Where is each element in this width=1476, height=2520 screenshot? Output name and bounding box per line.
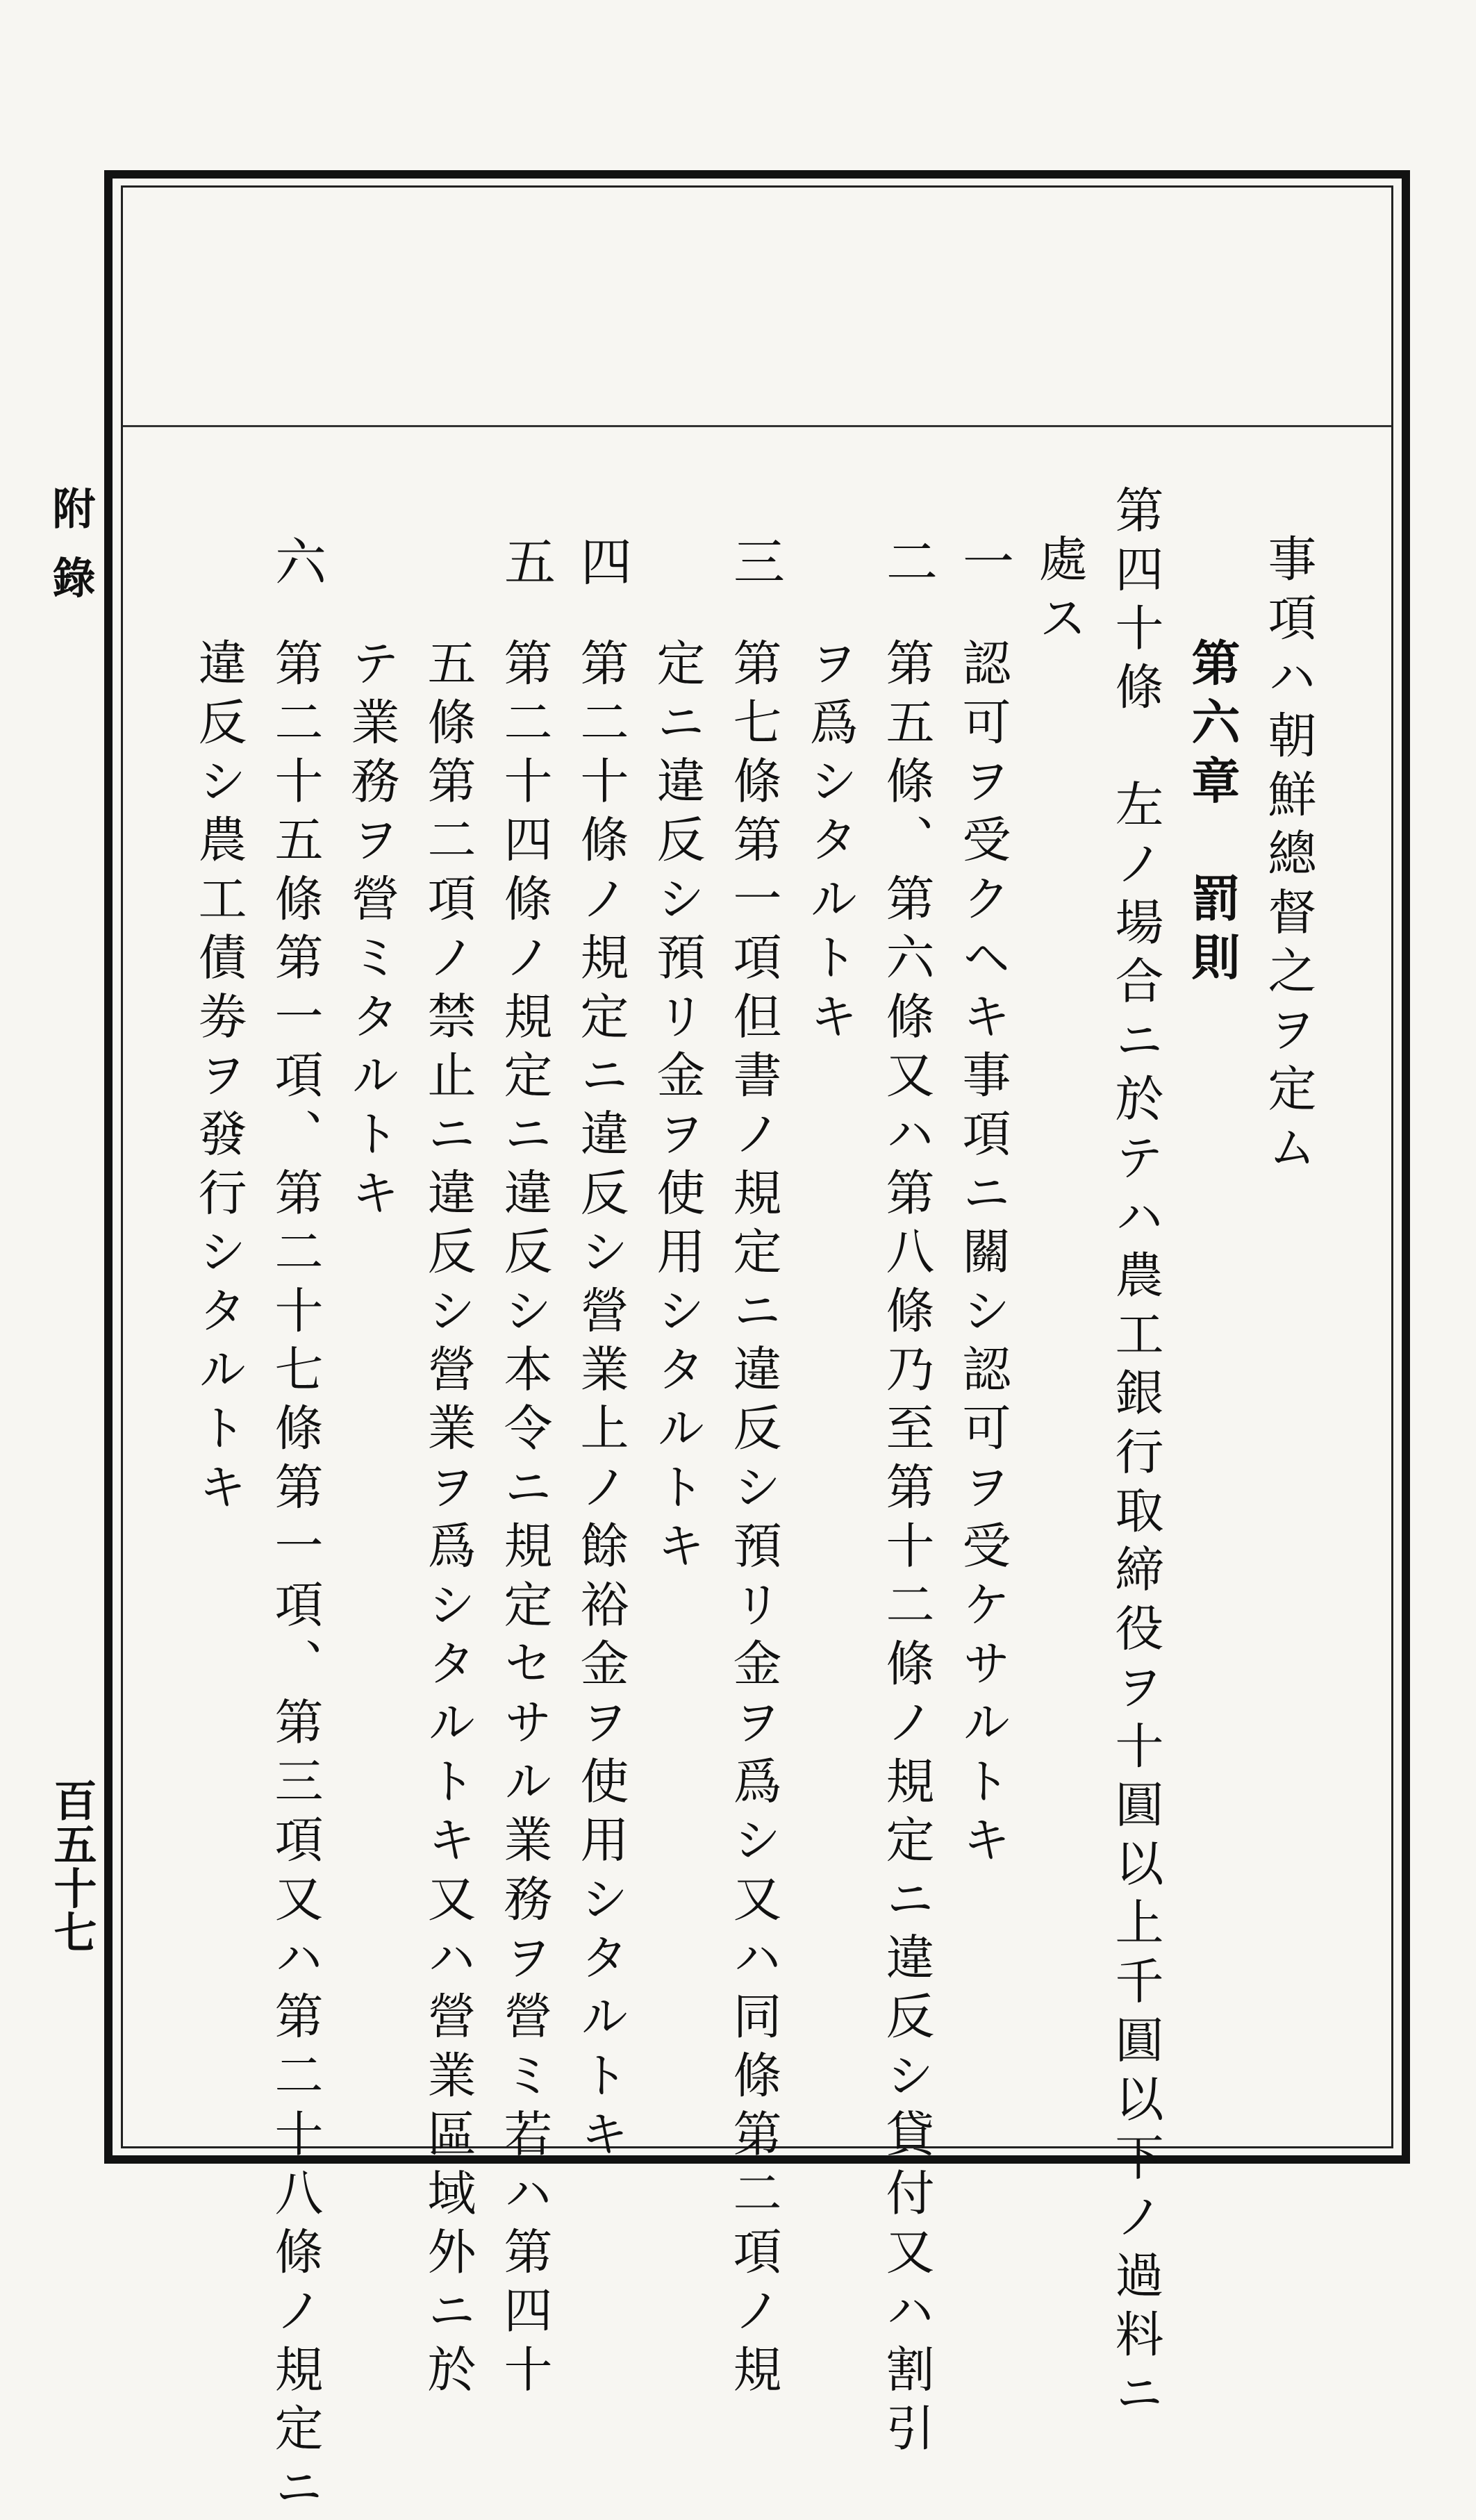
item-number-6: 六: [267, 535, 326, 586]
text-line-3: 第四十條 左ノ場合ニ於テハ農工銀行取締役ヲ十圓以上千圓以下ノ過料ニ: [1107, 485, 1164, 2427]
text-line-10: 第二十條ノ規定ニ違反シ營業上ノ餘裕金ヲ使用シタルトキ: [572, 638, 629, 2168]
item-number-5: 五: [496, 535, 556, 586]
item-number-1: 一: [954, 535, 1014, 586]
text-line-15: 違反シ農工債劵ヲ發行シタルトキ: [190, 638, 247, 1520]
text-line-11: 第二十四條ノ規定ニ違反シ本令ニ規定セサル業務ヲ營ミ若ハ第四十: [496, 638, 553, 2403]
margin-label: 附錄: [45, 486, 96, 624]
page-number: 百五十七: [47, 1778, 97, 1954]
item-number-2: 二: [878, 535, 938, 586]
text-line-14: 第二十五條第一項、第二十七條第一項、第三項又ハ第二十八條ノ規定ニ: [267, 638, 324, 2520]
text-line-6: 第五條、第六條又ハ第八條乃至第十二條ノ規定ニ違反シ貸付又ハ割引: [878, 638, 935, 2462]
text-line-12: 五條第二項ノ禁止ニ違反シ營業ヲ爲シタルトキ又ハ營業區域外ニ於: [420, 638, 476, 2403]
chapter-heading: 第六章 罰則: [1184, 638, 1241, 991]
text-line-1: 事項ハ朝鮮總督之ヲ定ム: [1260, 533, 1317, 1181]
text-line-9: 定ニ違反シ預リ金ヲ使用シタルトキ: [649, 638, 706, 1580]
item-number-4: 四: [572, 535, 632, 586]
text-line-4: 處ス: [1031, 533, 1088, 652]
header-rule: [123, 425, 1391, 427]
text-line-8: 第七條第一項但書ノ規定ニ違反シ預リ金ヲ爲シ又ハ同條第二項ノ規: [725, 638, 782, 2403]
item-number-3: 三: [725, 535, 785, 586]
text-line-7: ヲ爲シタルトキ: [802, 638, 859, 1050]
text-line-5: 認可ヲ受クヘキ事項ニ關シ認可ヲ受ケサルトキ: [954, 638, 1011, 1873]
text-line-13: テ業務ヲ營ミタルトキ: [343, 638, 400, 1226]
